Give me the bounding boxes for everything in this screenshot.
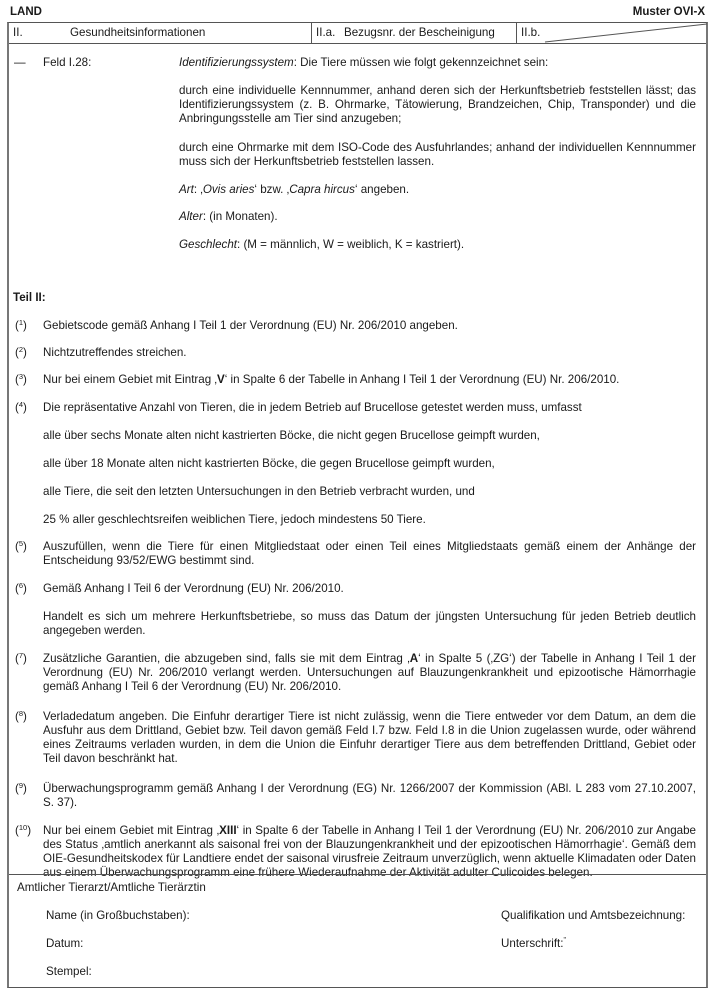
section-number: II. <box>13 26 23 39</box>
footnote-text: Nichtzutreffendes streichen. <box>43 346 187 359</box>
footnote-marker: ($^5$) <box>15 539 27 553</box>
footnote-text: Gemäß Anhang I Teil 6 der Verordnung (EU) Nr. 206/2010. <box>43 582 344 595</box>
footnote-marker: ($^{10}$) <box>15 823 32 837</box>
section-title: Gesundheitsinformationen <box>70 26 206 39</box>
geschlecht-text: : (M = männlich, W = weiblich, K = kastriert). <box>237 238 465 251</box>
footnote-marker: ($^6$) <box>15 581 27 595</box>
top-row <box>10 3 705 19</box>
model-label: Muster OVI-X <box>632 6 705 18</box>
art-capra: Capra hircus <box>289 183 355 196</box>
feld-intro <box>179 56 548 70</box>
intro-text: : Die Tiere müssen wie folgt gekennzeichnet sein: <box>293 56 549 69</box>
feld-paragraph-2: durch eine Ohrmarke mit dem ISO-Code des Ausfuhrlandes; anhand der individuellen Kennnummer muss sich der Herkunftsbetrieb feststellen lassen. <box>179 141 696 168</box>
feld-geschlecht <box>179 238 464 252</box>
iib-label: II.b. <box>521 26 541 39</box>
footnote-marker: ($^4$) <box>15 400 27 414</box>
date-field-label: Datum: <box>46 937 84 950</box>
dash-marker: — <box>14 56 26 69</box>
geschlecht-label: Geschlecht <box>179 238 237 251</box>
footnote-text: Nur bei einem Gebiet mit Eintrag ‚V‘ in Spalte 6 der Tabelle in Anhang I Teil 1 der Verordnung (EU) Nr. 206/2010. <box>43 373 620 386</box>
name-field-label: Name (in Großbuchstaben): <box>46 909 190 922</box>
footnote-marker: ($^8$) <box>15 709 27 723</box>
footnote-text: Verladedatum angeben. Die Einfuhr derartiger Tiere ist nicht zulässig, wenn die Tiere entweder vor dem Datum, an dem die Ausfuhr aus dem Drittland, Gebiet bzw. Teil davon gemäß Feld I.7 bzw. Feld I.8 in die Union zugelassen wurde, oder während eines Zeitraums verladen wurden, in dem die Union die Einfuhr derartiger Tiere aus dem betreffenden Drittland, Gebiet oder Teil davon beschränkt hat. <box>43 710 696 765</box>
footnote-text: Auszufüllen, wenn die Tiere für einen Mitgliedstaat oder einen Teil eines Mitgliedstaats gemäß einem der Anhänge der Entscheidung 93/52/EWG bestimmt sind. <box>43 540 696 567</box>
feld-art <box>179 183 409 197</box>
header-cell-section <box>9 23 312 43</box>
section-header <box>9 23 706 44</box>
signature-block <box>9 874 706 987</box>
intro-term: Identifizierungssystem <box>179 56 294 69</box>
signature-field-label: Unterschrift:" <box>501 937 566 950</box>
art-label: Art <box>179 183 194 196</box>
signature-marker: " <box>563 937 566 944</box>
feld-alter <box>179 210 278 224</box>
art-mid: ‘ bzw. ‚ <box>254 183 290 196</box>
stamp-field-label: Stempel: <box>46 965 92 978</box>
official-vet-title: Amtlicher Tierarzt/Amtliche Tierärztin <box>17 881 206 894</box>
teil2-heading: Teil II: <box>13 291 46 304</box>
footnote-marker: ($^2$) <box>15 345 27 359</box>
reference-number-label: II.a. <box>316 26 336 39</box>
art-sep: : ‚ <box>193 183 203 196</box>
footnote-marker: ($^7$) <box>15 651 27 665</box>
footnote-marker: ($^9$) <box>15 781 27 795</box>
footnote-text: Überwachungsprogramm gemäß Anhang I der Verordnung (EG) Nr. 1266/2007 der Kommission (ABl. L 283 vom 27.10.2007, S. 37). <box>43 782 696 809</box>
alter-text: : (in Monaten). <box>202 210 278 223</box>
alter-label: Alter <box>179 210 203 223</box>
art-ovis: Ovis aries <box>202 183 255 196</box>
reference-title: Bezugsnr. der Bescheinigung <box>344 26 495 39</box>
country-label: LAND <box>10 6 42 18</box>
diagonal-strike-line <box>517 23 707 43</box>
art-end: ‘ angeben. <box>354 183 410 196</box>
footnote-text: Gebietscode gemäß Anhang I Teil 1 der Verordnung (EU) Nr. 206/2010 angeben. <box>43 319 458 332</box>
footnote-text: Nur bei einem Gebiet mit Eintrag ‚XIII‘ in Spalte 6 der Tabelle in Anhang I Teil 1 der Verordnung (EU) Nr. 206/2010 zur Angabe des Status ‚amtlich anerkannt als saisonal frei von der Blauzungenkrankheit und der epizootischen Hämorrhagie‘. Gemäß dem OIE-Gesundheitskodex für Landtiere endet der saisonal virusfreie Zeitraum unverzüglich, wenn aktuelle Klimadaten oder Daten aus einem Überwachungsprogramm eine frühere Wiederaufnahme der Aktivität adulter Culicoides belegen. <box>43 824 696 879</box>
feld-label: Feld I.28: <box>43 56 92 69</box>
certificate-frame: II. Gesundheitsinformationen II.a. Bezugsnr. der Bescheinigung II.b. — Feld I.28: Identifizierungssystem: Die Tiere müssen wie folgt gekennzeichnet sein: durch eine individuelle Kennnummer, anhand deren sich der Herkunftsbetrieb feststellen lässt; das Identifizierungssystem (z. B. Ohrmarke, Tätowierung, Brandzeichen, Chip, Transponder) und die Anbringungsstelle am Tier sind anzugeben; durch eine Ohrmarke mit dem ISO-Code des Ausfuhrlandes; anhand der individuellen Kennnummer muss sich der Herkunftsbetrieb feststellen lassen. Art: ‚Ovis aries‘ bzw. ‚Capra hircus‘ angeben. Alter: (in Monaten). Geschlecht: (M = männlich, W = weiblich, K = kastriert). Teil II: ($^1$) Gebietscode gemäß Anhang I Teil 1 der Verordnung (EU) Nr. 206/2010 angeben. ($^2$) Nichtzutreffendes streichen. ($^3$) Nur bei einem Gebiet mit Eintrag ‚V‘ in Spalte 6 der Tabelle in Anhang I Teil 1 der Verordnung (EU) Nr. 206/2010. ($^4$) Die repräsentative Anzahl von Tieren, die in jedem Betrieb auf Brucellose getestet werden muss, umfasst alle über sechs Monate alten nicht kastrierten Böcke, die nicht gegen Brucellose geimpft wurden, alle über 18 Monate alten nicht kastrierten Böcke, die gegen Brucellose geimpft wurden, alle Tiere, die seit den letzten Untersuchungen in den Betrieb verbracht wurden, und 25 % aller geschlechtsreifen weiblichen Tiere, jedoch mindestens 50 Tiere. ($^5$) Auszufüllen, wenn die Tiere für einen Mitgliedstaat oder einen Teil eines Mitgliedstaats gemäß einem der Anhänge der Entscheidung 93/52/EWG bestimmt sind. ($^6$) Gemäß Anhang I Teil 6 der Verordnung (EU) Nr. 206/2010. Handelt es sich um mehrere Herkunftsbetriebe, so muss das Datum der jüngsten Untersuchung für jeden Betrieb deutlich angegeben werden. ($^7$) Zusätzliche Garantien, die abzugeben sind, falls sie mit dem Eintrag ‚A‘ in Spalte 5 (‚ZG‘) der Tabelle in Anhang I Teil 1 der Verordnung (EU) Nr. 206/2010 verlangt werden. Untersuchungen auf Blauzungenkrankheit und epizootische Hämorrhagie gemäß Anhang I Teil 6 der Verordnung (EU) Nr. 206/2010. ($^8$) Verladedatum angeben. Die Einfuhr derartiger Tiere ist nicht zulässig, wenn die Tiere entweder vor dem Datum, an dem die Ausfuhr aus dem Drittland, Gebiet bzw. Teil davon gemäß Feld I.7 bzw. Feld I.8 in die Union zugelassen wurde, oder während eines Zeitraums verladen wurden, in dem die Union die Einfuhr derartiger Tiere aus dem betreffenden Drittland, Gebiet oder Teil davon beschränkt hat. ($^9$) Überwachungsprogramm gemäß Anhang I der Verordnung (EG) Nr. 1266/2007 der Kommission (ABl. L 283 vom 27.10.2007, S. 37). ($^{10}$) Nur bei einem Gebiet mit Eintrag ‚XIII‘ in Spalte 6 der Tabelle in Anhang I Teil 1 der Verordnung (EU) Nr. 206/2010 zur Angabe des Status ‚amtlich anerkannt als saisonal frei von der Blauzungenkrankheit und der epizootischen Hämorrhagie‘. Gemäß dem OIE-Gesundheitskodex für Landtiere endet der saisonal virusfreie Zeitraum unverzüglich, wenn aktuelle Klimadaten oder Daten aus einem Überwachungsprogramm eine frühere Wiederaufnahme der Aktivität adulter Culicoides belegen. Amtlicher Tierarzt/Amtliche Tierärztin Name (in Großbuchstaben): Qualifikation und Amtsbezeichnung: Datum: Unterschrift:" Stempel: <box>7 22 708 988</box>
footnote-text: Zusätzliche Garantien, die abzugeben sind, falls sie mit dem Eintrag ‚A‘ in Spalte 5 (‚ZG‘) der Tabelle in Anhang I Teil 1 der Verordnung (EU) Nr. 206/2010 verlangt werden. Untersuchungen auf Blauzungenkrankheit und epizootische Hämorrhagie gemäß Anhang I Teil 6 der Verordnung (EU) Nr. 206/2010. <box>43 652 696 693</box>
footnote-text: Die repräsentative Anzahl von Tieren, die in jedem Betrieb auf Brucellose getestet werden muss, umfasst <box>43 401 582 414</box>
header-cell-reference <box>312 23 517 43</box>
qualification-field-label: Qualifikation und Amtsbezeichnung: <box>501 909 686 922</box>
footnote-marker: ($^1$) <box>15 318 27 332</box>
header-cell-iib <box>517 23 706 43</box>
footnote-marker: ($^3$) <box>15 372 27 386</box>
feld-paragraph-1: durch eine individuelle Kennnummer, anhand deren sich der Herkunftsbetrieb feststellen lässt; das Identifizierungssystem (z. B. Ohrmarke, Tätowierung, Brandzeichen, Chip, Transponder) und die Anbringungsstelle am Tier sind anzugeben; <box>179 84 696 125</box>
